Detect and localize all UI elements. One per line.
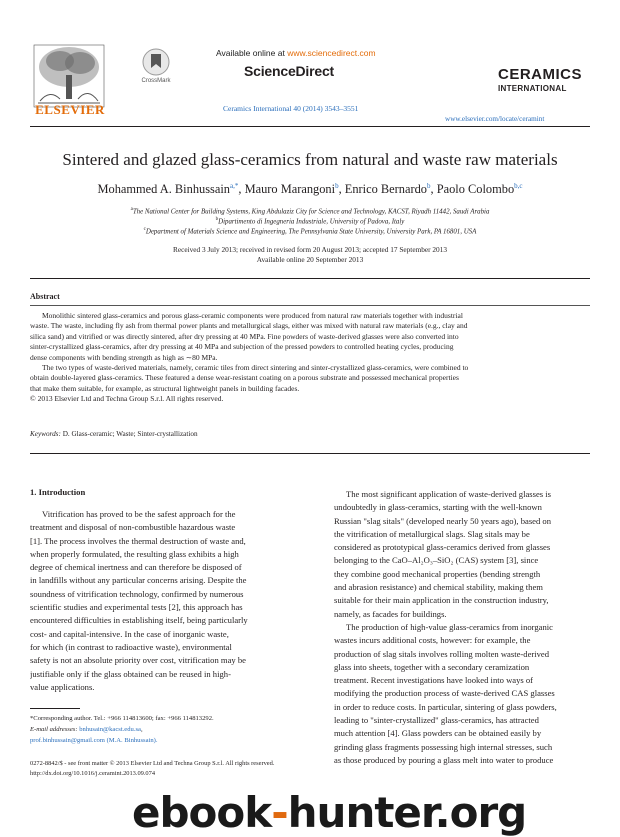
body-line: cost- and capital-intensive. In the case of inorganic waste, [30, 628, 229, 639]
body-line: leading to "sinter-crystallized" glass-ceramics, has attracted [334, 715, 539, 726]
body-line: treatment. Recent investigations have looked into ways of [334, 675, 534, 686]
body-line: The most significant application of waste-derived glasses is [346, 489, 552, 499]
abstract-line: silica sand) and vitrified or was directly sintered, after dry pressing at 40 MPa. Fine powders of waste-derived glasses were also converted into [30, 331, 459, 341]
issn-line: 0272-8842/$ - see front matter © 2013 Elsevier Ltd and Techna Group S.r.l. All rights reserved. [30, 760, 275, 767]
body-line: soundness of vitrification technology, confirmed by numerous [30, 588, 244, 599]
body-line: in landfills without any particular concerns arising. Despite the [30, 575, 247, 586]
keywords-divider [30, 453, 590, 454]
affiliation-line [0, 207, 620, 215]
doi-link[interactable]: http://dx.doi.org/10.1016/j.ceramint.2013.09.074 [30, 770, 156, 777]
body-line: for which (in contrast to radioactive waste), environmental [30, 641, 232, 652]
abstract-heading-rule [30, 305, 590, 306]
author-affiliation-mark[interactable]: b [427, 182, 431, 190]
email-link-secondary[interactable]: prof.binhussain@gmail.com (M.A. Binhussain). [30, 737, 158, 744]
sciencedirect-link[interactable]: www.sciencedirect.com [287, 48, 376, 58]
affiliation-text: Dipartimento di Ingegneria Industriale, University of Padova, Italy [218, 218, 405, 226]
crossmark-label: CrossMark [141, 78, 171, 84]
author-affiliation-mark[interactable]: b,c [514, 182, 523, 190]
body-line: Russian "slag sitals" (developed nearly 50 years ago), based on [334, 515, 552, 526]
body-line: namely, as facades for buildings. [334, 608, 447, 619]
keywords [30, 430, 198, 438]
right-column [334, 488, 590, 767]
body-line: wastes incurs additional costs, however: for example, the [334, 635, 531, 646]
email-line: E-mail addresses: bnhusain@kacst.edu.sa, [30, 726, 143, 733]
affiliation-line [0, 227, 620, 235]
footnote-rule [30, 708, 80, 709]
email-label: E-mail addresses: [30, 726, 78, 733]
body-line: much attention [4]. Glass powders can be obtained easily by [334, 728, 542, 739]
abstract-heading: Abstract [30, 292, 60, 301]
author-name: Mauro Marangoni [244, 182, 336, 197]
author-name: Mohammed A. Binhussain [97, 182, 230, 197]
platform-title: ScienceDirect [244, 63, 335, 79]
body-line: suitable for their main application in the construction industry, [334, 595, 549, 606]
abstract-line: dense components with bending strength as high as ∼80 MPa. [30, 352, 218, 362]
article-title: Sintered and glazed glass-ceramics from natural and waste raw materials [62, 150, 558, 169]
available-online-prefix: Available online at [216, 48, 288, 58]
body-line: and abrasion resistance) and chemical stability, making them [334, 582, 543, 593]
affiliation-mark: c [143, 227, 146, 232]
body-line: degree of chemical inertness and can therefore be disposed of [30, 562, 242, 573]
watermark [132, 788, 526, 837]
publisher-name: ELSEVIER [35, 102, 105, 117]
available-online-line [216, 48, 376, 58]
abstract-line: The two types of waste-derived materials, namely, ceramic tiles from direct sintering and sinter-crystallized glass-ceramics, were combined to [42, 363, 469, 373]
body-line: modifying the production process of waste-derived CAS glasses [334, 688, 555, 699]
author-name: Enrico Bernardo [344, 182, 427, 197]
left-column [30, 508, 286, 694]
corresponding-author-note: *Corresponding author. Tel.: +966 114813600; fax: +966 114813292. [30, 715, 214, 722]
watermark-part1: ebook [132, 788, 272, 837]
body-line: justifiable only if the glass obtained can be reused in high- [30, 668, 231, 679]
body-line: value applications. [30, 681, 95, 692]
body-line: belonging to the CaO–Al₂O₃–SiO₂ (CAS) system [3], since [334, 555, 539, 566]
watermark-part2: hunter.org [287, 788, 527, 837]
abstract-line: sinter-crystallized glass-ceramics, after dry pressing at 40 MPa and subjection of the pressed powders to controlled heating cycles, producing [30, 342, 454, 352]
affiliation-text: The National Center for Building Systems, King Abdulaziz City for Science and Technology, KACST, Riyadh 11442, Saudi Arabia [132, 208, 490, 216]
affiliation-mark: b [215, 217, 219, 222]
abstract-line: obtain double-layered glass-ceramics. These featured a dense wear-resistant coating on a porous substrate and possessed mechanical properties [30, 373, 459, 383]
author-name: Paolo Colombo [436, 182, 515, 197]
journal-reference-link[interactable]: Ceramics International 40 (2014) 3543–3551 [223, 104, 359, 113]
received-dates: Received 3 July 2013; received in revised form 20 August 2013; accepted 17 September 2013 [173, 245, 447, 254]
header-divider [30, 126, 590, 127]
body-line: production of slag sitals involves rolling molten waste-derived [334, 648, 550, 659]
body-line: treatment and disposal of non-combustible hazardous waste [30, 522, 236, 533]
body-line: Vitrification has proved to be the safest approach for the [42, 509, 236, 519]
body-line: The production of high-value glass-ceramics from inorganic [346, 621, 553, 632]
abstract-divider [30, 278, 590, 279]
available-online-date: Available online 20 September 2013 [256, 255, 364, 264]
body-line: considered as prototypical glass-ceramics derived from glasses [334, 542, 551, 553]
abstract-line: that make them suitable, for example, as structural lightweight panels in building facades. [30, 383, 300, 393]
abstract-paragraph [30, 311, 590, 405]
journal-title-line2: INTERNATIONAL [498, 84, 567, 93]
abstract-copyright: © 2013 Elsevier Ltd and Techna Group S.r.l. All rights reserved. [30, 394, 224, 404]
affiliation-text: Department of Materials Science and Engineering, The Pennsylvania State University, University Park, PA 16801, USA [145, 228, 477, 236]
section-heading: 1. Introduction [30, 487, 86, 497]
abstract-line: waste. The waste, including fly ash from thermal power plants and metallurgical slags, either was mixed with natural raw materials (e.g., clay and [30, 321, 468, 331]
body-line: when properly formulated, the resulting glass exhibits a high [30, 548, 239, 559]
author-affiliation-mark[interactable]: b [335, 182, 339, 190]
body-line: glass into sheets, together with a secondary ceramization [334, 661, 530, 672]
body-line: scientific studies and experimental tests [2], this approach has [30, 602, 243, 613]
email-link-primary[interactable]: bnhusain@kacst.edu.sa [79, 726, 141, 733]
body-line: [1]. The process involves the thermal destruction of waste and, [30, 535, 246, 546]
abstract-line: Monolithic sintered glass-ceramics and porous glass-ceramic components were produced from natural raw materials together with industrial [42, 311, 463, 320]
journal-title-line1: CERAMICS [498, 66, 583, 83]
body-line: undoubtedly in glass-ceramics, starting with the well-known [334, 502, 542, 513]
keywords-text: D. Glass-ceramic; Waste; Sinter-crystallization [60, 430, 198, 438]
crossmark-icon[interactable] [142, 48, 170, 76]
body-line: they combine good mechanical properties (bending strength [334, 568, 541, 579]
keywords-label: Keywords: [30, 430, 61, 438]
body-line: the vitrification of metallurgical slags. Slag sitals may be [334, 528, 530, 539]
affiliation-mark: a [130, 207, 133, 212]
body-line: grinding glass fragments possessing high internal stresses, such [334, 741, 553, 752]
journal-url-link[interactable]: www.elsevier.com/locate/ceramint [445, 115, 545, 123]
watermark-dash: - [271, 788, 288, 837]
body-line: as those produced by pouring a glass melt into water to produce [334, 754, 554, 765]
body-line: safety is not an absolute priority over cost, vitrification may be [30, 655, 246, 666]
affiliation-line [0, 217, 620, 225]
body-line: encountered difficulties in establishing itself, being particularly [30, 615, 248, 626]
author-affiliation-mark[interactable]: a,* [230, 182, 239, 190]
author-list: Mohammed A. Binhussain$^{a,*}$, Mauro Marangoni$^b$, Enrico Bernardo$^b$, Paolo Colombo$^{b,c}$ [97, 182, 523, 197]
body-line: in order to reduce costs. In particular, sintering of glass powders, [334, 701, 557, 712]
